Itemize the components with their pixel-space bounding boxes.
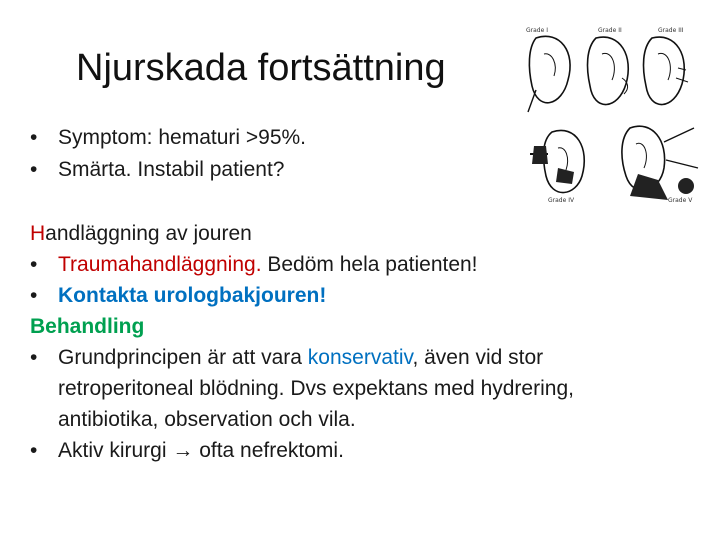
principle-text-1: Grundprincipen är att vara bbox=[58, 346, 308, 369]
list-item bbox=[30, 280, 710, 311]
section-heading-behandling: Behandling bbox=[30, 315, 145, 338]
arrow-right-icon: → bbox=[172, 439, 194, 462]
principle-text-line-2: retroperitoneal blödning. Dvs expektans med hydrering, bbox=[58, 377, 574, 400]
symptom-list bbox=[30, 122, 510, 186]
section-heading-handlaggning bbox=[30, 218, 710, 249]
list-item bbox=[30, 435, 710, 466]
bullet-marker: • bbox=[30, 126, 38, 149]
list-item bbox=[30, 249, 710, 280]
kidney-injury-grades-figure bbox=[518, 24, 714, 204]
list-item bbox=[30, 122, 510, 154]
list-item bbox=[30, 154, 510, 186]
figure-label-grade-4: Grade IV bbox=[548, 197, 575, 204]
principle-text-2: , även vid stor bbox=[412, 346, 544, 369]
bullet-marker: • bbox=[30, 439, 38, 462]
list-item bbox=[30, 342, 710, 435]
nephrectomy-text: ofta nefrektomi. bbox=[193, 439, 344, 462]
assess-text: Bedöm hela patienten! bbox=[261, 253, 478, 276]
bullet-marker: • bbox=[30, 253, 38, 276]
bullet-marker: • bbox=[30, 346, 38, 369]
heading-initial: H bbox=[30, 222, 46, 245]
principle-text-line-3: antibiotika, observation och vila. bbox=[58, 408, 356, 431]
figure-label-grade-5: Grade V bbox=[668, 197, 693, 204]
slide-title: Njurskada fortsättning bbox=[76, 47, 446, 89]
conservative-text: konservativ bbox=[307, 346, 413, 369]
slide-body bbox=[30, 218, 710, 466]
bullet-marker: • bbox=[30, 158, 38, 181]
bullet-text: Smärta. Instabil patient? bbox=[58, 158, 285, 181]
surgery-text: Aktiv kirurgi bbox=[58, 439, 173, 462]
figure-label-grade-3: Grade III bbox=[658, 27, 684, 34]
figure-label-grade-2: Grade II bbox=[598, 27, 622, 34]
bullet-marker: • bbox=[30, 284, 38, 307]
figure-label-grade-1: Grade I bbox=[526, 27, 548, 34]
heading-rest: andläggning av jouren bbox=[45, 222, 252, 245]
contact-urology-text: Kontakta urologbakjouren! bbox=[58, 284, 327, 307]
trauma-text: Traumahandläggning. bbox=[58, 253, 262, 276]
bullet-text: Symptom: hematuri >95%. bbox=[58, 126, 307, 149]
